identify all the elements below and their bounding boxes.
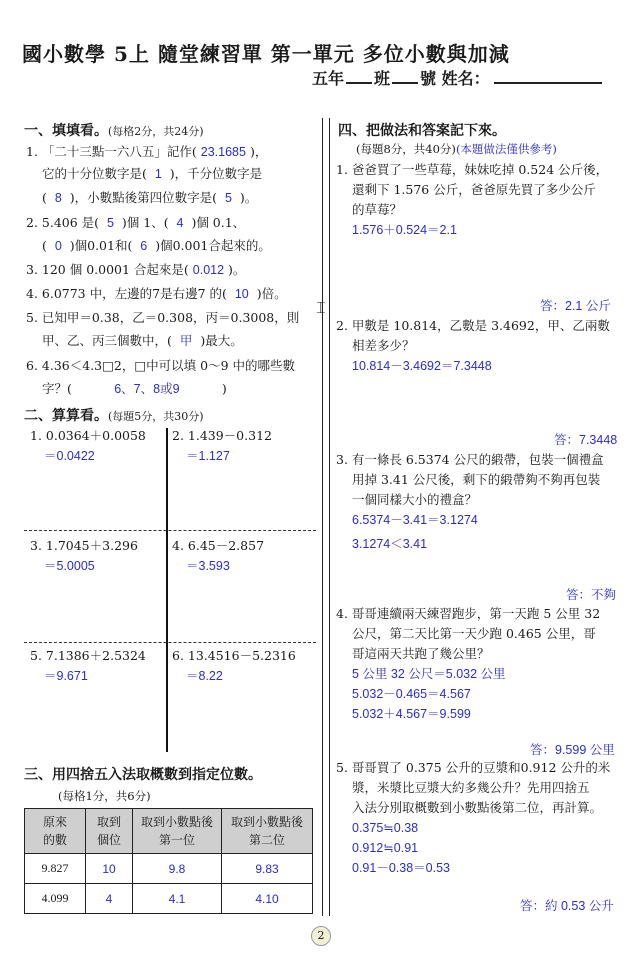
problem-5-work-2: 0.912≒0.91 [352, 841, 419, 855]
section3-heading: 三、用四捨五入法取概數到指定位數。 [24, 767, 262, 783]
calc-answer-1: ＝0.0422 [44, 449, 95, 463]
column-divider-right [329, 118, 330, 916]
class-blank[interactable] [346, 68, 372, 84]
answer-q2a: 5 [107, 216, 114, 230]
section1-title: 一、填填看。 [24, 123, 108, 139]
calc-item-4: 4. 6.45－2.857 ＝3.593 [172, 536, 264, 576]
grade-label: 五年 [312, 69, 345, 88]
answer-q2a2: 4 [176, 216, 184, 230]
col-header-hundredths: 取到小數點後 第二位 [222, 809, 313, 854]
problem-2: 2. 甲數是 10.814，乙數是 3.4692，甲、乙兩數 相差多少？ 10.814－3.4692＝7.3448 [336, 316, 610, 376]
section1-q6-line1: 6. 4.36＜4.3□2，□中可以填 0～9 中的哪些數 [26, 358, 296, 373]
section1-q2-line2: ( 0 )個0.01和( 6 )個0.001合起來的。 [42, 238, 271, 253]
calc-answer-5: ＝9.671 [44, 669, 88, 683]
answer-q4: 10 [234, 287, 249, 301]
number-label: 號 [420, 69, 437, 88]
calc-grid-vertical-line [166, 428, 168, 752]
section4-score: (每題8分，共40分) [356, 142, 456, 156]
answer-q2b: 0 [54, 239, 62, 253]
table-cell: 4.10 [222, 884, 313, 914]
calc-item-3: 3. 1.7045＋3.296 ＝5.0005 [30, 536, 138, 576]
calc-item-1: 1. 0.0364＋0.0058 ＝0.0422 [30, 426, 146, 466]
page-number: 2 [311, 926, 331, 946]
column-divider-left [322, 118, 323, 916]
problem-4-work-3: 5.032＋4.567＝9.599 [352, 707, 471, 721]
table-cell: 9.827 [25, 854, 86, 884]
section1-q4: 4. 6.0773 中，左邊的7是右邊7 的( 10 )倍。 [26, 286, 287, 301]
rounding-table [24, 808, 313, 914]
col-header-ones: 取到 個位 [86, 809, 133, 854]
calc-item-5: 5. 7.1386＋2.5324 ＝9.671 [30, 646, 146, 686]
calc-answer-3: ＝5.0005 [44, 559, 95, 573]
problem-3-work-1: 6.5374－3.41＝3.1274 [352, 513, 478, 527]
problem-3: 3. 有一條長 6.5374 公尺的緞帶，包裝一個禮盒 用掉 3.41 公尺後，剩下的緞帶夠不夠再包裝 一個同樣大小的禮盒？ 6.5374－3.41＝3.1274 3.1274＜3.41 [336, 450, 604, 554]
class-label: 班 [374, 69, 391, 88]
section2-score: (每題5分，共30分) [108, 410, 204, 423]
section1-q1-line2: 它的十分位數字是( 1 )，千分位數字是 [42, 166, 263, 181]
problem-5: 5. 哥哥買了 0.375 公升的豆漿和0.912 公升的米 漿，米漿比豆漿大約多幾公升？先用四捨五 入法分別取概數到小數點後第二位，再計算。 0.375≒0.38 0.912≒0.91 0.91－0.38＝0.53 [336, 758, 610, 878]
answer-q2b2: 6 [140, 239, 148, 253]
section2-heading [24, 405, 204, 425]
problem-1: 1. 爸爸買了一些草莓，妹妹吃掉 0.524 公斤後， 還剩下 1.576 公斤，爸爸原先買了多少公斤 的草莓？ 1.576＋0.524＝2.1 [336, 160, 608, 240]
number-blank[interactable] [392, 68, 418, 84]
problem-4-work-2: 5.032－0.465＝4.567 [352, 687, 471, 701]
calc-answer-4: ＝3.593 [186, 559, 230, 573]
problem-3-answer: 答：不夠 [566, 588, 617, 602]
problem-1-answer: 答：2.1 公斤 [540, 299, 611, 313]
col-header-original: 原來 的數 [25, 809, 86, 854]
table-row [25, 884, 313, 914]
answer-q1c: 8 [54, 191, 62, 205]
section4-note: (本題做法僅供參考) [455, 142, 557, 156]
rounding-table-header [25, 809, 313, 854]
problem-4-answer: 答：9.599 公里 [530, 743, 615, 757]
student-info-line [312, 66, 602, 89]
problem-5-work-1: 0.375≒0.38 [352, 821, 419, 835]
section1-q1-line1: 1. 「二十三點一六八五」記作( 23.1685 )， [26, 144, 268, 159]
section2-title: 二、算算看。 [24, 408, 108, 424]
table-cell: 9.83 [222, 854, 313, 884]
section1-q2-line1: 2. 5.406 是( 5 )個 1、( 4 )個 0.1、 [26, 215, 246, 230]
problem-2-answer: 答：7.3448 [554, 433, 618, 447]
calc-grid-divider-2 [24, 642, 316, 643]
section1-q5-line2: 甲、乙、丙三個數中，( 甲 )最大。 [42, 333, 243, 348]
table-cell: 4.1 [133, 884, 222, 914]
section4-heading: 四、把做法和答案記下來。 [338, 123, 506, 139]
answer-q3: 0.012 [192, 263, 225, 277]
problem-1-work: 1.576＋0.524＝2.1 [352, 223, 457, 237]
problem-5-work-3: 0.91－0.38＝0.53 [352, 861, 450, 875]
table-cell: 4 [86, 884, 133, 914]
problem-4: 4. 哥哥連續兩天練習跑步，第一天跑 5 公里 32 公尺，第二天比第一天少跑 0.465 公里，哥 哥這兩天共跑了幾公里？ 5 公里 32 公尺＝5.032 公里 5.032－0.465＝4.567 5.032＋4.567＝9.599 [336, 604, 600, 724]
calc-grid-divider-1 [24, 530, 316, 531]
problem-3-work-2: 3.1274＜3.41 [352, 537, 428, 551]
problem-5-answer: 答：約 0.53 公升 [520, 899, 614, 913]
answer-q1c2: 5 [224, 191, 232, 205]
section1-heading [24, 120, 204, 140]
section1-q6-line2: 字？( 6、7、8或9 ) [42, 379, 227, 399]
table-cell: 4.099 [25, 884, 86, 914]
col-header-tenths: 取到小數點後 第一位 [133, 809, 222, 854]
calc-item-2: 2. 1.439－0.312 ＝1.127 [172, 426, 272, 466]
calc-answer-2: ＝1.127 [186, 449, 230, 463]
name-blank[interactable] [494, 68, 602, 84]
table-cell: 9.8 [133, 854, 222, 884]
calc-item-6: 6. 13.4516－5.2316 ＝8.22 [172, 646, 296, 686]
section1-score: (每格2分，共24分) [108, 125, 204, 138]
answer-q5: 甲 [179, 334, 193, 348]
table-cell: 10 [86, 854, 133, 884]
section4-score-line [356, 139, 557, 159]
answer-q1b: 1 [154, 167, 162, 181]
answer-q1a: 23.1685 [200, 145, 246, 159]
page-title: 國小數學 5上 隨堂練習單 第一單元 多位小數與加減 [22, 42, 510, 66]
name-label: 姓名： [441, 69, 490, 88]
answer-q6: 6、7、8或9 [114, 382, 180, 396]
section1-q5-line1: 5. 已知甲＝0.38，乙＝0.308，丙＝0.3008，則 [26, 310, 300, 325]
section3-score: (每格1分，共6分) [58, 789, 151, 803]
section1-q3: 3. 120 個 0.0001 合起來是( 0.012 )。 [26, 262, 246, 277]
problem-4-work-1: 5 公里 32 公尺＝5.032 公里 [352, 667, 506, 681]
section1-q1-line3: ( 8 )，小數點後第四位數字是( 5 )。 [42, 190, 258, 205]
calc-answer-6: ＝8.22 [186, 669, 223, 683]
table-row [25, 854, 313, 884]
text-cursor-icon: ⌶ [316, 298, 326, 317]
problem-2-work: 10.814－3.4692＝7.3448 [352, 359, 492, 373]
